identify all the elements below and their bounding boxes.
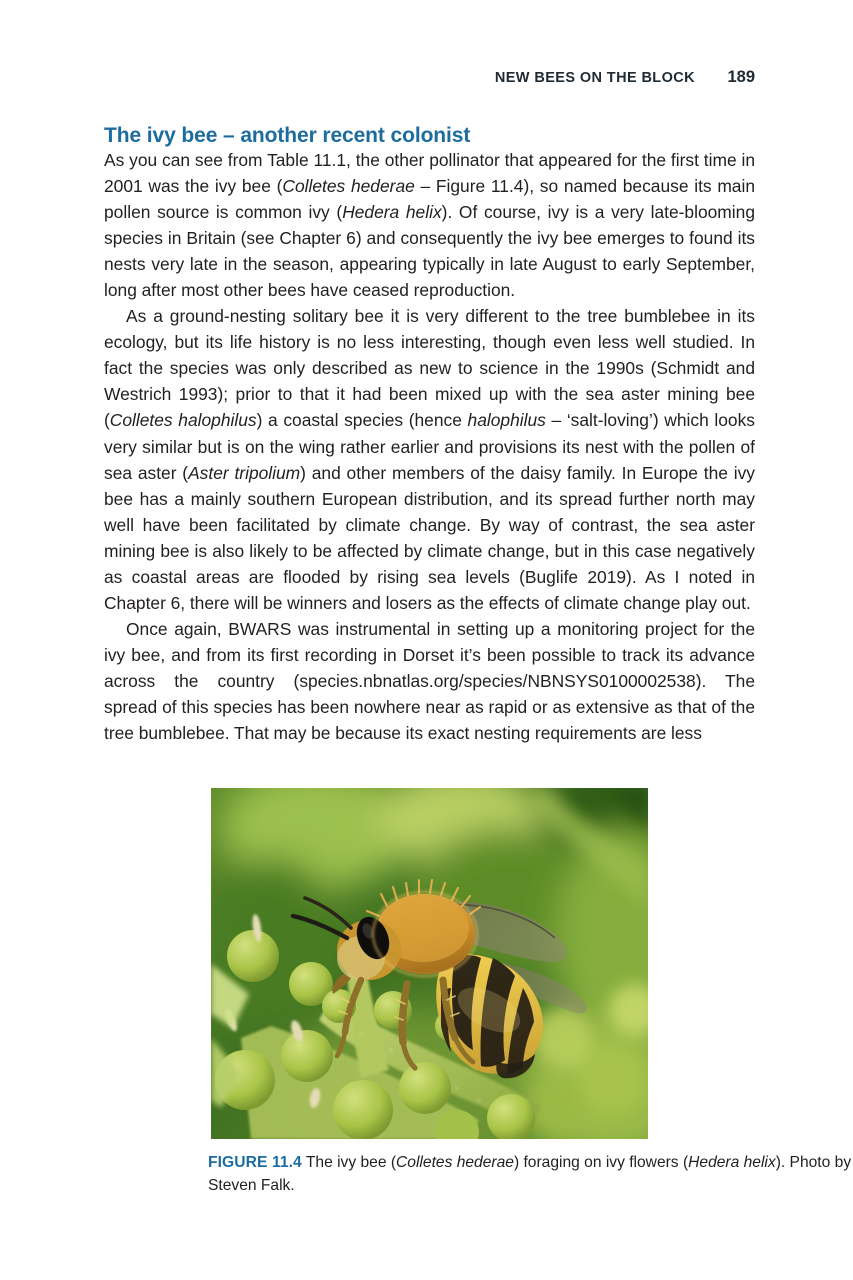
body-copy [104,147,755,746]
page-content-column [104,0,852,1280]
figure-11-4 [208,788,852,1194]
section-heading: The ivy bee – another recent colonist [104,124,471,148]
ivy-bee-photo [211,788,648,1139]
figure-caption-label: FIGURE 11.4 [208,1154,302,1171]
paragraph-3: Once again, BWARS was instrumental in setting up a monitoring project for the ivy bee, and from its first recording in Dorset it’s been possible to track its advance across the country (species.nbnatlas.org/species/NBNSYS0100002538). The spread of this species has been nowhere near as rapid or as extensive as that of the tree bumblebee. That may be because its exact nesting requirements are less [104,618,755,744]
figure-caption-text: The ivy bee (Colletes hederae) foraging on ivy flowers (Hedera helix). Photo by Steven Falk. [208,1154,852,1194]
running-head-title: NEW BEES ON THE BLOCK [494,70,695,86]
page-number: 189 [727,68,755,86]
paragraph-2: As a ground-nesting solitary bee it is very different to the tree bumblebee in its ecology, but its life history is no less interesting, though even less well studied. In fact the species was only described as new to science in the 1990s (Schmidt and Westrich 1993); prior to that it had been mixed up with the sea aster mining bee (Colletes halophilus) a coastal species (hence halophilus – ‘salt-loving’) which looks very similar but is on the wing rather earlier and provisions its nest with the pollen of sea aster (Aster tripolium) and other members of the daisy family. In Europe the ivy bee has a mainly southern European distribution, and its spread further north may well have been facilitated by climate change. By way of contrast, the sea aster mining bee is also likely to be affected by climate change, but in this case negatively as coastal areas are flooded by rising sea levels (Buglife 2019). As I noted in Chapter 6, there will be winners and losers as the effects of climate change play out. [104,306,755,613]
running-head [104,68,755,87]
figure-caption [208,1152,853,1197]
paragraph-1: As you can see from Table 11.1, the other pollinator that appeared for the first time in 2001 was the ivy bee (Colletes hederae – Figure 11.4), so named because its main pollen source is common ivy (Hedera helix). Of course, ivy is a very late-blooming species in Britain (see Chapter 6) and consequently the ivy bee emerges to found its nests very late in the season, appearing typically in late August to early September, long after most other bees have ceased reproduction. [104,150,756,301]
